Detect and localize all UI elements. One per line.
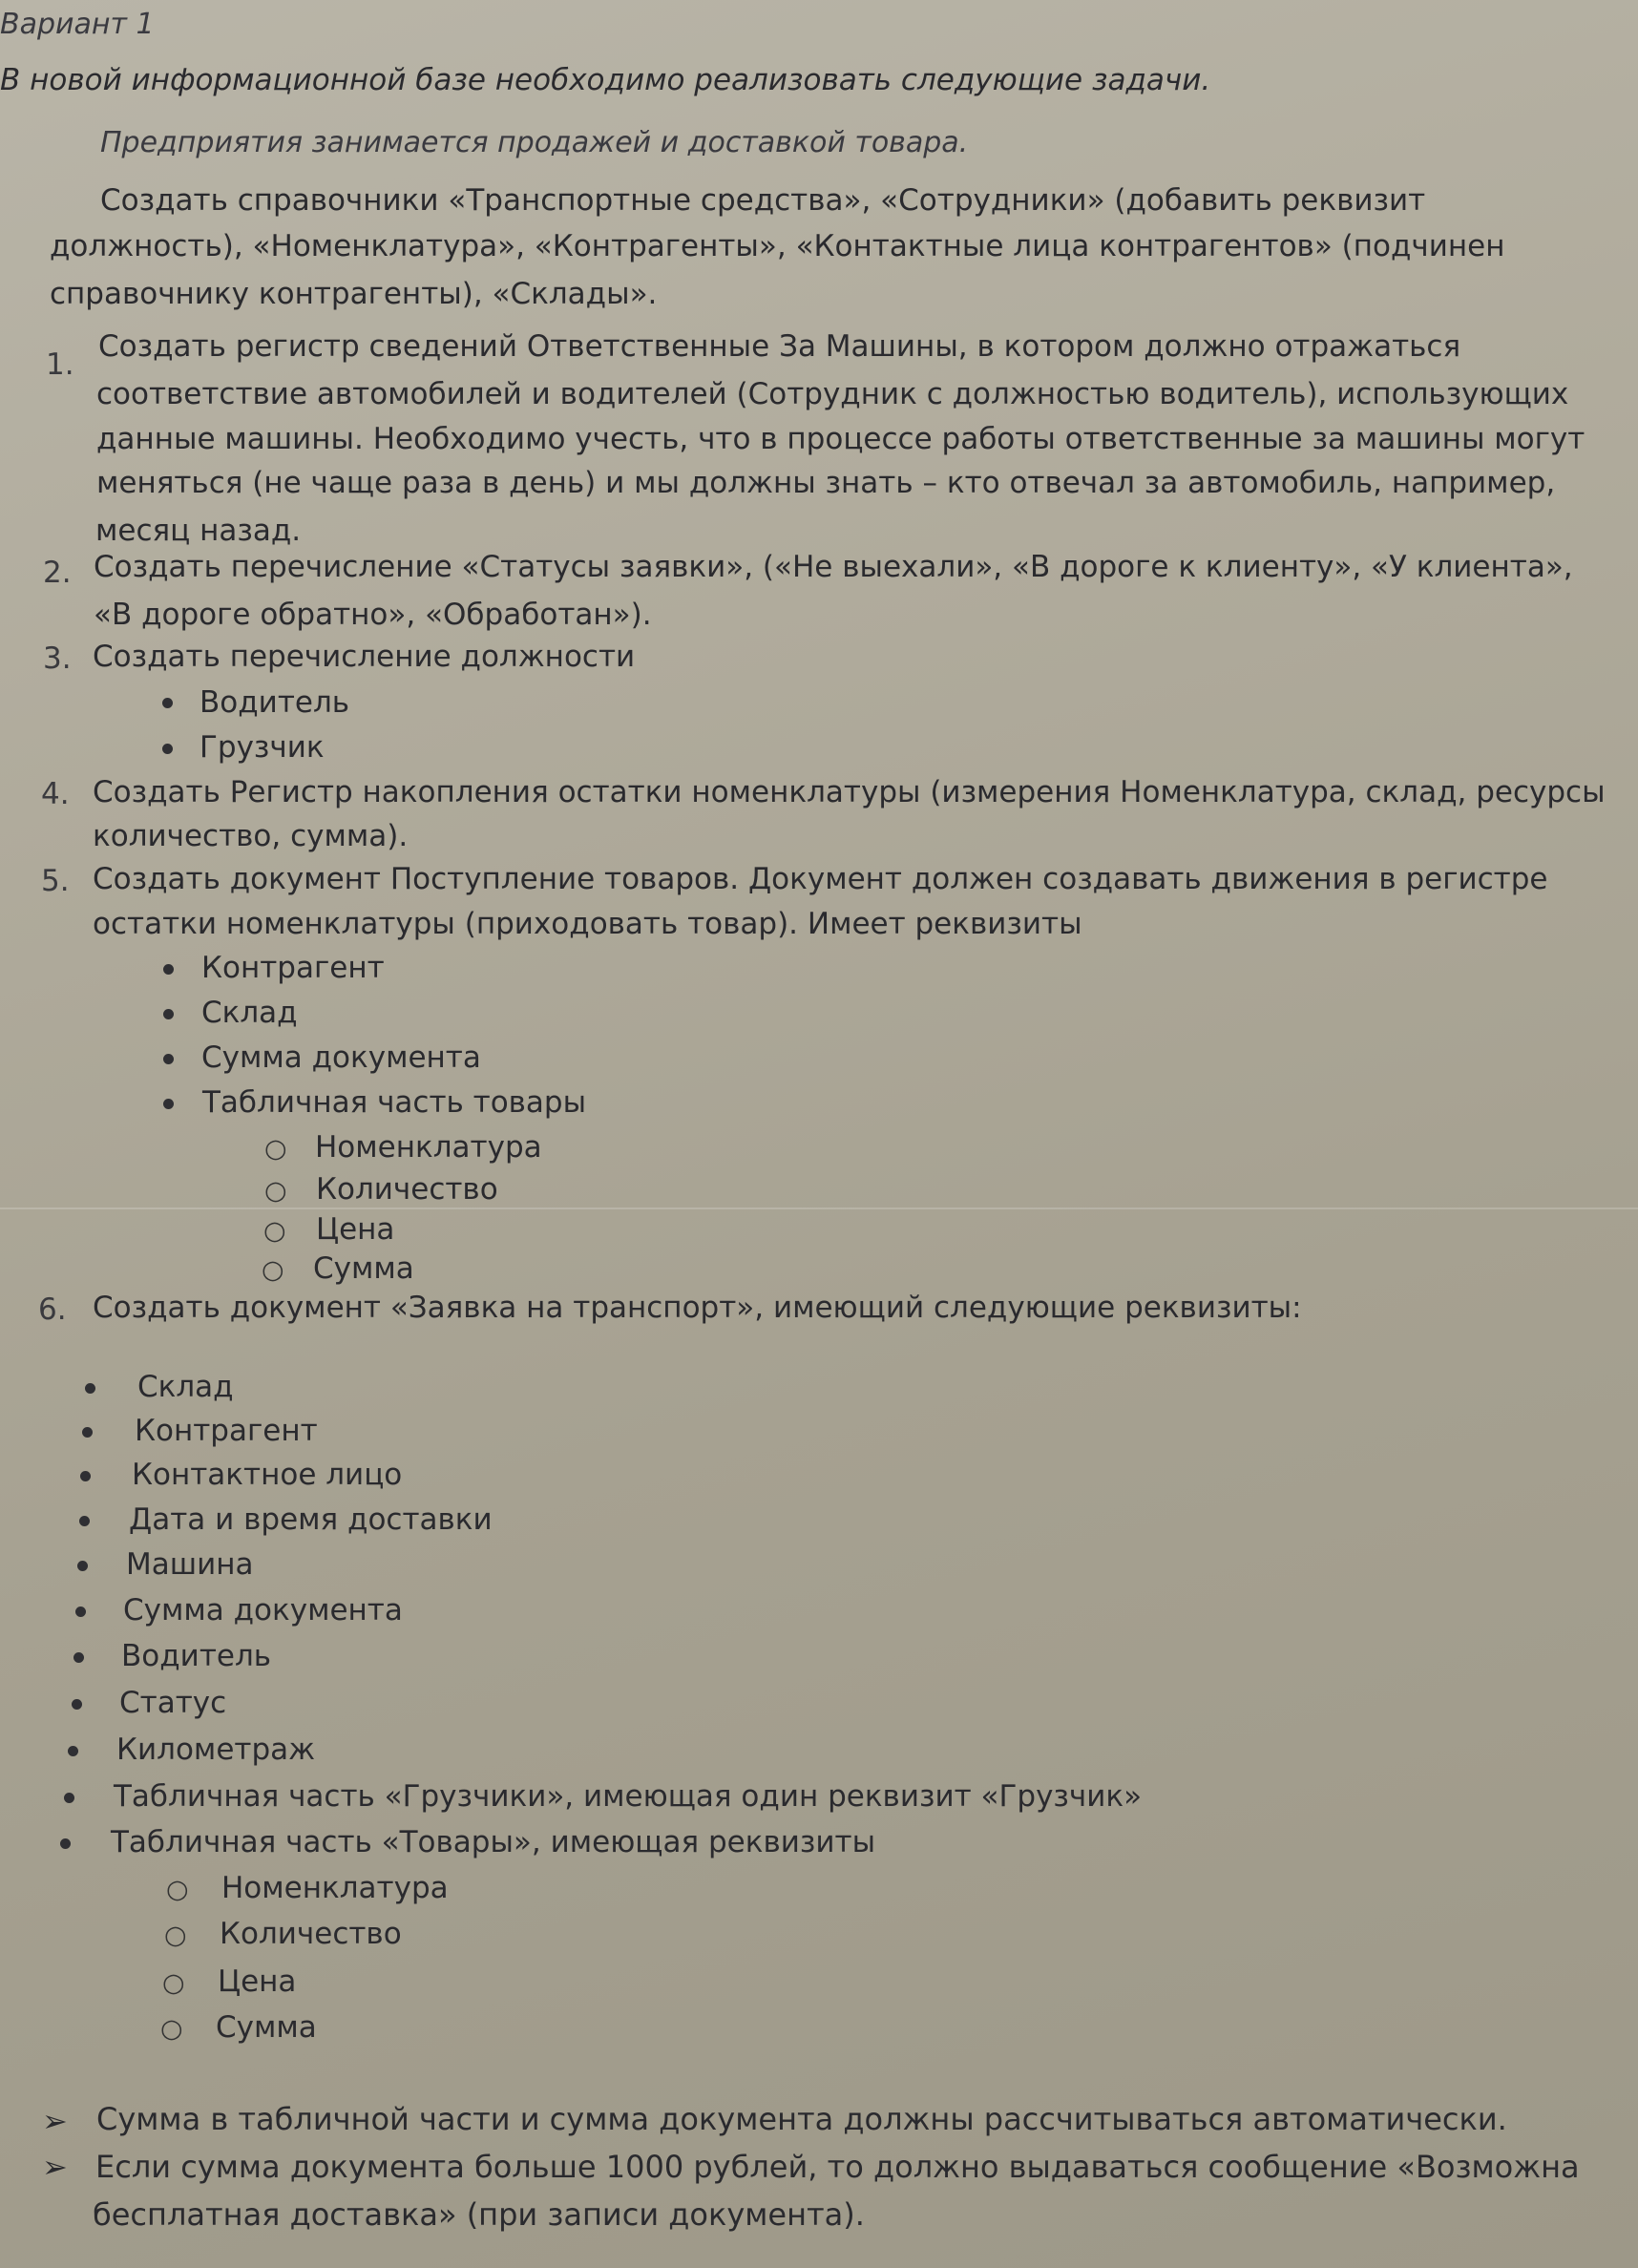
- bullet-item: Табличная часть «Товары», имеющая реквизиты: [111, 1825, 876, 1859]
- bullet-dot: [60, 1838, 71, 1849]
- task-line: Создать регистр сведений Ответственные За Машины, в котором должно отражаться: [98, 329, 1461, 364]
- task-line: соответствие автомобилей и водителей (Сотрудник с должностью водитель), использующих: [96, 377, 1569, 411]
- bullet-item: Сумма документа: [123, 1593, 403, 1628]
- bullet-item: Табличная часть «Грузчики», имеющая один реквизит «Грузчик»: [114, 1779, 1143, 1814]
- circle-bullet-icon: ○: [264, 1176, 287, 1206]
- bullet-item: Километраж: [116, 1732, 316, 1767]
- bullet-dot: [163, 1099, 174, 1109]
- variant-title: Вариант 1: [0, 8, 155, 41]
- preamble-line: Создать справочники «Транспортные средства», «Сотрудники» (добавить реквизит: [100, 183, 1426, 218]
- note-line: Сумма в табличной части и сумма документа должны рассчитываться автоматически.: [96, 2101, 1507, 2137]
- task-line: Создать Регистр накопления остатки номенклатуры (измерения Номенклатура, склад, ресурсы: [93, 775, 1606, 809]
- task-line: Создать перечисление «Статусы заявки», («Не выехали», «В дороге к клиенту», «У клиента»,: [94, 550, 1573, 584]
- circle-bullet-icon: ○: [262, 1255, 284, 1285]
- bullet-item: Водитель: [200, 685, 350, 720]
- bullet-item: Контактное лицо: [132, 1458, 403, 1492]
- circle-bullet-icon: ○: [160, 2014, 183, 2044]
- preamble-line: должность), «Номенклатура», «Контрагенты», «Контактные лица контрагентов» (подчинен: [50, 229, 1505, 263]
- task-line: данные машины. Необходимо учесть, что в процессе работы ответственные за машины могут: [96, 422, 1586, 456]
- bullet-dot: [163, 964, 174, 975]
- task-number: 5.: [41, 864, 70, 898]
- circle-bullet-icon: ○: [263, 1216, 286, 1246]
- bullet-dot: [75, 1606, 86, 1617]
- task-line: «В дороге обратно», «Обработан»).: [94, 598, 652, 632]
- bullet-item: Контрагент: [201, 951, 385, 985]
- bullet-item: Водитель: [121, 1639, 272, 1673]
- bullet-dot: [163, 1054, 174, 1064]
- task-number: 1.: [46, 347, 74, 382]
- note-line: бесплатная доставка» (при записи документа).: [93, 2196, 865, 2233]
- bullet-dot: [79, 1516, 90, 1526]
- bullet-dot: [68, 1746, 78, 1756]
- circle-bullet-icon: ○: [166, 1875, 189, 1904]
- bullet-item: Табличная часть товары: [202, 1085, 587, 1120]
- sub-item: Количество: [316, 1172, 498, 1207]
- bullet-item: Статус: [119, 1686, 227, 1720]
- arrow-bullet-icon: ➢: [42, 2103, 68, 2139]
- task-number: 2.: [43, 556, 72, 590]
- task-line: Создать перечисление должности: [93, 640, 636, 674]
- bullet-item: Дата и время доставки: [129, 1502, 493, 1537]
- bullet-item: Сумма документа: [201, 1040, 481, 1075]
- bullet-dot: [74, 1652, 84, 1663]
- bullet-dot: [64, 1793, 74, 1803]
- bullet-dot: [80, 1471, 91, 1481]
- sub-item: Номенклатура: [221, 1871, 449, 1905]
- bullet-item: Контрагент: [135, 1414, 318, 1448]
- bullet-dot: [72, 1699, 82, 1710]
- bullet-item: Склад: [137, 1370, 234, 1404]
- task-line: Создать документ «Заявка на транспорт», имеющий следующие реквизиты:: [93, 1291, 1302, 1325]
- task-line: Создать документ Поступление товаров. Документ должен создавать движения в регистре: [93, 862, 1548, 896]
- sub-item: Количество: [220, 1917, 402, 1951]
- bullet-dot: [163, 1009, 174, 1019]
- circle-bullet-icon: ○: [162, 1968, 185, 1998]
- preamble-line: справочнику контрагенты), «Склады».: [50, 277, 658, 311]
- bullet-dot: [82, 1427, 93, 1438]
- intro-text: В новой информационной базе необходимо реализовать следующие задачи.: [0, 63, 1211, 97]
- bullet-dot: [85, 1383, 95, 1394]
- task-number: 4.: [41, 777, 70, 811]
- circle-bullet-icon: ○: [164, 1921, 187, 1950]
- bullet-item: Машина: [126, 1547, 254, 1582]
- task-line: месяц назад.: [95, 514, 302, 548]
- bullet-dot: [162, 698, 173, 708]
- sub-item: Сумма: [216, 2010, 317, 2045]
- sub-item: Сумма: [313, 1251, 414, 1286]
- circle-bullet-icon: ○: [264, 1134, 287, 1164]
- paper-fold: [0, 1208, 1638, 1209]
- note-line: Если сумма документа больше 1000 рублей, то должно выдаваться сообщение «Возможна: [95, 2149, 1580, 2185]
- bullet-dot: [162, 744, 173, 754]
- task-number: 6.: [38, 1292, 67, 1327]
- task-line: остатки номенклатуры (приходовать товар). Имеет реквизиты: [93, 907, 1082, 941]
- bullet-dot: [77, 1561, 88, 1571]
- task-line: меняться (не чаще раза в день) и мы должны знать – кто отвечал за автомобиль, например,: [96, 466, 1556, 500]
- sub-item: Цена: [218, 1964, 297, 1999]
- task-line: количество, сумма).: [93, 819, 409, 853]
- task-number: 3.: [43, 641, 72, 676]
- enterprise-text: Предприятия занимается продажей и доставкой товара.: [100, 126, 969, 159]
- arrow-bullet-icon: ➢: [42, 2149, 68, 2185]
- bullet-item: Склад: [201, 996, 298, 1030]
- sub-item: Цена: [316, 1212, 395, 1247]
- sub-item: Номенклатура: [315, 1130, 542, 1165]
- bullet-item: Грузчик: [200, 730, 325, 765]
